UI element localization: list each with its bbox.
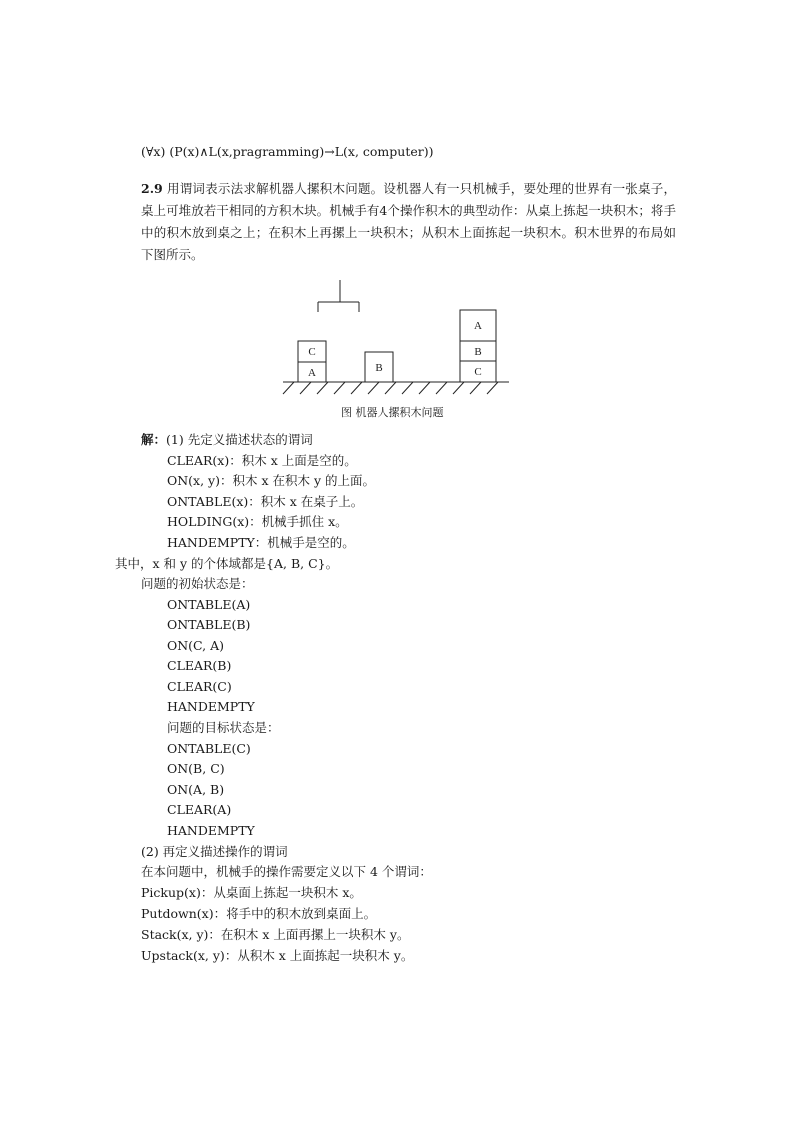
goal-state-item: ONTABLE(C) (167, 741, 251, 756)
problem-text: 用谓词表示法求解机器人摞积木问题。设机器人有一只机械手，要处理的世界有一张桌子，桌上可堆放若干相同的方积木块。机械手有4个操作积木的典型动作：从桌上拣起一块积木；将手中的积木放到桌之上；在积木上再摞上一块积木；从积木上面拣起一块积木。积木世界的布局如下图所示。 (141, 181, 676, 262)
problem-paragraph (141, 178, 676, 266)
solution-label: 解： (141, 432, 167, 447)
formula: (∀x) (P(x)∧L(x,pragramming)→L(x, computer)) (141, 144, 434, 159)
goal-state-item: HANDEMPTY (167, 823, 255, 838)
operation-item: Upstack(x, y)：从积木 x 上面拣起一块积木 y。 (141, 948, 414, 963)
operation-item: Pickup(x)：从桌面上拣起一块积木 x。 (141, 885, 362, 900)
goal-state-item: CLEAR(A) (167, 802, 232, 817)
solution-heading (141, 432, 313, 448)
initial-state-item: CLEAR(C) (167, 679, 232, 694)
initial-state-item: HANDEMPTY (167, 699, 255, 714)
initial-state-item: ONTABLE(A) (167, 597, 251, 612)
step1-title: (1) 先定义描述状态的谓词 (166, 432, 313, 447)
goal-state-item: ON(A, B) (167, 782, 225, 797)
operation-item: Putdown(x)：将手中的积木放到桌面上。 (141, 906, 377, 921)
operation-item: Stack(x, y)：在积木 x 上面再摞上一块积木 y。 (141, 927, 410, 942)
block-label: A (474, 320, 482, 332)
step2-title: (2) 再定义描述操作的谓词 (141, 844, 288, 859)
initial-state-item: ON(C, A) (167, 638, 225, 653)
initial-state-title: 问题的初始状态是： (141, 576, 254, 591)
goal-state-item: ON(B, C) (167, 761, 225, 776)
state-predicate: HOLDING(x)：机械手抓住 x。 (167, 514, 348, 529)
domain-note: 其中，x 和 y 的个体域都是{A, B, C}。 (115, 556, 339, 571)
block-label: C (474, 366, 482, 378)
initial-state-item: CLEAR(B) (167, 658, 232, 673)
problem-number: 2.9 (141, 181, 163, 196)
state-predicate: CLEAR(x)：积木 x 上面是空的。 (167, 453, 357, 468)
state-predicate: ON(x, y)：积木 x 在积木 y 的上面。 (167, 473, 376, 488)
state-predicate: HANDEMPTY：机械手是空的。 (167, 535, 355, 550)
figure-caption: 图 机器人摞积木问题 (341, 406, 444, 419)
block-label: C (308, 346, 316, 358)
block-label: B (474, 346, 482, 358)
operations-intro: 在本问题中，机械手的操作需要定义以下 4 个谓词： (141, 864, 432, 879)
initial-state-item: ONTABLE(B) (167, 617, 251, 632)
block-label: A (308, 367, 316, 379)
goal-state-title: 问题的目标状态是： (167, 720, 280, 735)
state-predicate: ONTABLE(x)：积木 x 在桌子上。 (167, 494, 364, 509)
block-label: B (375, 362, 383, 374)
blocks-world-figure (280, 280, 520, 422)
